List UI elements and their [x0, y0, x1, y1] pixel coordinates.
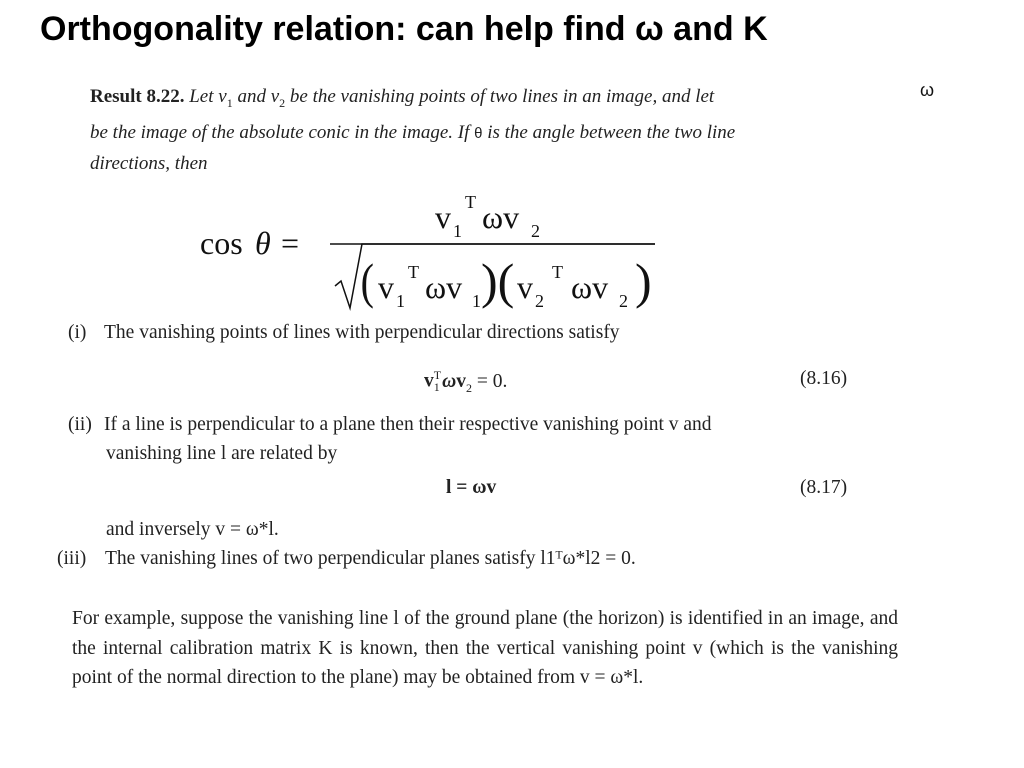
- omega-annotation: ω: [920, 80, 935, 100]
- svg-text:T: T: [408, 262, 419, 282]
- item-ii-text-2: vanishing line l are related by: [106, 443, 338, 464]
- formula-lhs: [200, 225, 299, 261]
- result-text-3: be the vanishing points of two lines in an image, and let: [285, 86, 715, 107]
- example-paragraph: For example, suppose the vanishing line l of the ground plane (the horizon) is identified in an image, and the internal calibration matrix K is known, then the vertical vanishing point v (which is the vanishing point of the normal direction to the plane) may be obtained from v = ω*l.: [72, 608, 898, 688]
- svg-text:ωv: ωv: [482, 199, 520, 235]
- item-iii: [57, 548, 957, 570]
- item-i-text: The vanishing points of lines with perpendicular directions satisfy: [104, 322, 620, 343]
- equation-8-16-body: $v_1^T\omega v_2 = 0$.: [424, 368, 508, 395]
- formula-denominator: [335, 244, 655, 311]
- result-8-22: [90, 82, 930, 179]
- svg-text:θ: θ: [255, 225, 271, 261]
- theta-symbol: θ: [474, 124, 483, 142]
- item-ii-marker: (ii): [68, 414, 92, 435]
- result-label: Result 8.22.: [90, 86, 185, 107]
- slide-title: Orthogonality relation: can help find ω and K: [40, 10, 768, 48]
- item-iii-marker: (iii): [57, 548, 87, 569]
- result-line-2a: be the image of the absolute conic in the image. If: [90, 121, 475, 143]
- result-line-2: [90, 118, 930, 149]
- item-ii: [68, 410, 968, 468]
- result-line-3: directions, then: [90, 152, 208, 174]
- svg-text:2: 2: [531, 221, 540, 241]
- svg-text:v: v: [378, 269, 394, 305]
- item-i-marker: (i): [68, 322, 87, 343]
- item-ii-text-1: If a line is perpendicular to a plane then their respective vanishing point v and: [104, 414, 712, 435]
- result-text-2: and v: [232, 86, 280, 107]
- equation-8-17-number: (8.17): [800, 477, 848, 498]
- item-ii-text-3: and inversely v = ω*l.: [106, 519, 279, 540]
- formula-numerator: [435, 192, 540, 241]
- item-i: [68, 322, 968, 344]
- svg-text:cos: cos: [200, 225, 243, 261]
- svg-text:ωv: ωv: [571, 269, 609, 305]
- svg-text:): ): [635, 253, 652, 309]
- svg-text:)(: )(: [481, 253, 515, 309]
- cosine-formula: [195, 180, 665, 315]
- svg-text:1: 1: [472, 291, 481, 311]
- svg-text:ωv: ωv: [425, 269, 463, 305]
- svg-text:T: T: [552, 262, 563, 282]
- result-text-1: Let v: [189, 86, 227, 107]
- svg-text:v: v: [517, 269, 533, 305]
- svg-text:2: 2: [535, 291, 544, 311]
- svg-text:2: 2: [619, 291, 628, 311]
- item-ii-inverse: [68, 519, 968, 541]
- item-ii-line-1: [68, 410, 968, 439]
- result-line-2b: is the angle between the two line: [482, 121, 736, 143]
- item-iii-text: The vanishing lines of two perpendicular planes satisfy l1ᵀω*l2 = 0.: [105, 548, 636, 569]
- svg-text:=: =: [281, 225, 300, 261]
- svg-text:1: 1: [396, 291, 405, 311]
- equation-8-17-body: l = ωv: [446, 477, 497, 498]
- result-line-1: Result 8.22. Let $v_1$ and $v_2$ be the vanishing points of two lines in an image, and let: [90, 86, 715, 110]
- svg-text:(: (: [360, 253, 374, 310]
- svg-text:T: T: [465, 192, 476, 212]
- equation-8-16-number: (8.16): [800, 368, 848, 389]
- svg-text:v: v: [435, 199, 451, 235]
- svg-text:1: 1: [453, 221, 462, 241]
